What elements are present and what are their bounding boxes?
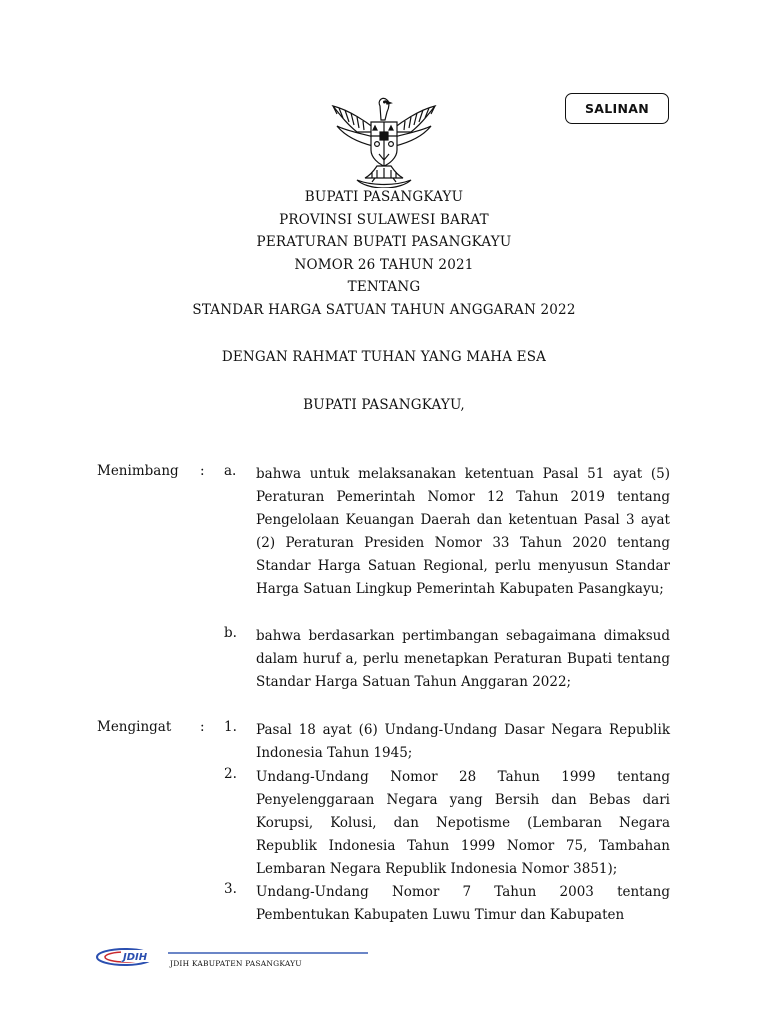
- salinan-stamp: SALINAN: [565, 93, 669, 124]
- official-title: BUPATI PASANGKAYU,: [303, 397, 465, 413]
- mengingat-item-2: Undang-Undang Nomor 28 Tahun 1999 tentang Penyelenggaraan Negara yang Bersih dan Bebas dari Korupsi, Kolusi, dan Nepotisme (Lembaran Negara Republik Indonesia Tahun 1999 Nomor 75, Tambahan Lembaran Negara Republik Indonesia Nomor 3851);: [256, 769, 670, 877]
- menimbang-item-b: bahwa berdasarkan pertimbangan sebagaimana dimaksud dalam huruf a, perlu menetapkan Peraturan Bupati tentang Standar Harga Satuan Tahun Anggaran 2022;: [256, 628, 670, 690]
- garuda-emblem-icon: [327, 92, 441, 188]
- menimbang-label: Menimbang: [97, 463, 179, 479]
- menimbang-colon: :: [200, 463, 205, 479]
- item-marker: 1.: [224, 719, 237, 735]
- item-marker: a.: [224, 463, 237, 479]
- item-marker: b.: [224, 625, 237, 641]
- heading-province: PROVINSI SULAWESI BARAT: [279, 211, 489, 228]
- mengingat-item-3: Undang-Undang Nomor 7 Tahun 2003 tentang Pembentukan Kabupaten Luwu Timur dan Kabupaten: [256, 884, 670, 923]
- heading-subject: STANDAR HARGA SATUAN TAHUN ANGGARAN 2022: [192, 301, 576, 318]
- heading-number: NOMOR 26 TAHUN 2021: [294, 256, 474, 273]
- mengingat-colon: :: [200, 719, 205, 735]
- jdih-logo-text: JDIH: [123, 952, 148, 963]
- invocation: DENGAN RAHMAT TUHAN YANG MAHA ESA: [221, 349, 547, 365]
- footer-divider: [168, 952, 368, 954]
- mengingat-item-1: Pasal 18 ayat (6) Undang-Undang Dasar Negara Republik Indonesia Tahun 1945;: [256, 722, 670, 761]
- heading-regulation: PERATURAN BUPATI PASANGKAYU: [256, 234, 512, 250]
- jdih-logo-icon: [95, 944, 163, 968]
- mengingat-label: Mengingat: [97, 719, 172, 735]
- menimbang-item-a: bahwa untuk melaksanakan ketentuan Pasal 51 ayat (5) Peraturan Pemerintah Nomor 12 Tahun 2019 tentang Pengelolaan Keuangan Daerah dan ketentuan Pasal 3 ayat (2) Peraturan Presiden Nomor 33 Tahun 2020 tentang Standar Harga Satuan Regional, perlu menyusun Standar Harga Satuan Lingkup Pemerintah Kabupaten Pasangkayu;: [256, 466, 670, 597]
- heading-regent: BUPATI PASANGKAYU: [304, 189, 464, 205]
- document-heading: [0, 186, 768, 321]
- footer-text: JDIH KABUPATEN PASANGKAYU: [170, 959, 302, 968]
- item-marker: 3.: [224, 881, 237, 897]
- heading-about: TENTANG: [347, 279, 421, 295]
- item-marker: 2.: [224, 766, 237, 782]
